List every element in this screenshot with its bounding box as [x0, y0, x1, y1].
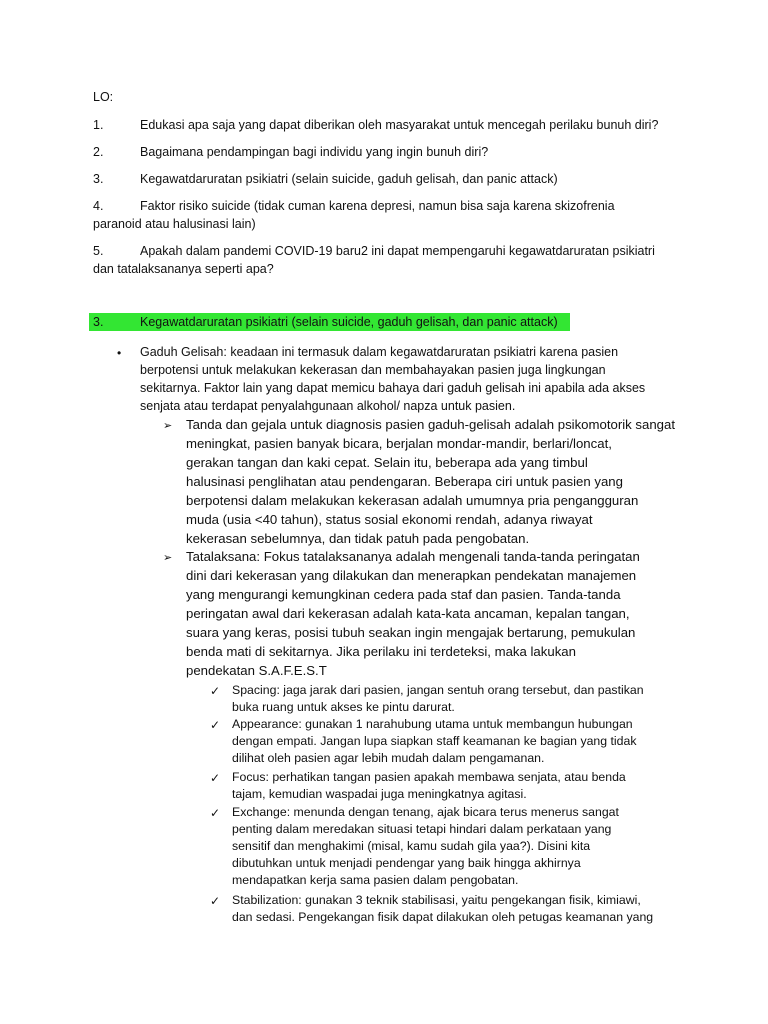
lo-item-5-continuation: dan tatalaksananya seperti apa?	[93, 262, 274, 276]
lo-label: LO:	[93, 90, 114, 104]
lo-item-number: 2.	[93, 145, 104, 159]
lo-item-text: Kegawatdaruratan psikiatri (selain suicide, gaduh gelisah, dan panic attack)	[140, 172, 558, 186]
sub-bullet-line: muda (usia <40 tahun), status sosial ekonomi rendah, adanya riwayat	[186, 512, 593, 527]
check-item-line: dengan empati. Jangan lupa siapkan staff keamanan ke bagian yang tidak	[232, 734, 637, 748]
sub-bullet-line: peringatan awal dari kekerasan adalah kata-kata ancaman, kepalan tangan,	[186, 606, 630, 621]
sub-bullet-line: kekerasan sebelumnya, dan tidak patuh pada pengobatan.	[186, 531, 530, 546]
check-item-line: mendapatkan kerja sama pasien dalam pengobatan.	[232, 873, 519, 887]
lo-item-number: 4.	[93, 199, 104, 213]
check-item-line: penting dalam meredakan situasi tetapi hindari dalam perkataan yang	[232, 822, 612, 836]
checkmark-icon: ✓	[210, 684, 221, 698]
check-item-line: dilihat oleh pasien agar lebih mudah dalam pengamanan.	[232, 751, 545, 765]
check-item-line: dan sedasi. Pengekangan fisik dapat dilakukan oleh petugas keamanan yang	[232, 910, 654, 924]
check-item-line: Spacing: jaga jarak dari pasien, jangan sentuh orang tersebut, dan pastikan	[232, 683, 644, 697]
check-item-line: Appearance: gunakan 1 narahubung utama untuk membangun hubungan	[232, 717, 633, 731]
sub-bullet-line: suara yang keras, posisi tubuh seakan ingin mengajak bertarung, pemukulan	[186, 625, 636, 640]
bullet-line: sekitarnya. Faktor lain yang dapat memicu bahaya dari gaduh gelisah ini apabila ada akses	[140, 381, 646, 395]
checkmark-icon: ✓	[210, 894, 221, 908]
check-item-line: dibutuhkan untuk menjadi pendengar yang baik hingga akhirnya	[232, 856, 581, 870]
section-heading-highlight	[89, 313, 570, 331]
sub-bullet-line: halusinasi penglihatan atau pendengaran. Beberapa ciri untuk pasien yang	[186, 474, 623, 489]
section-title: Kegawatdaruratan psikiatri (selain suicide, gaduh gelisah, dan panic attack)	[140, 315, 558, 329]
check-item-line: Stabilization: gunakan 3 teknik stabilisasi, yaitu pengekangan fisik, kimiawi,	[232, 893, 641, 907]
lo-item-number: 3.	[93, 172, 104, 186]
sub-bullet-line: berpotensi dalam melakukan kekerasan adalah umumnya pria pengangguran	[186, 493, 639, 508]
check-item-line: buka ruang untuk akses ke pintu darurat.	[232, 700, 455, 714]
check-item-line: tajam, kemudian waspadai juga meningkatnya agitasi.	[232, 787, 527, 801]
sub-bullet-line: meningkat, pasien banyak bicara, berjalan mondar-mandir, berlari/loncat,	[186, 436, 612, 451]
sub-bullet-line: benda mati di sekitarnya. Jika perilaku ini terdeteksi, maka lakukan	[186, 644, 576, 659]
bullet-icon: •	[117, 346, 122, 360]
checkmark-icon: ✓	[210, 718, 221, 732]
check-item-line: Focus: perhatikan tangan pasien apakah membawa senjata, atau benda	[232, 770, 626, 784]
arrow-bullet-icon: ➢	[163, 420, 173, 432]
check-item-line: Exchange: menunda dengan tenang, ajak bicara terus menerus sangat	[232, 805, 619, 819]
bullet-line: Gaduh Gelisah: keadaan ini termasuk dalam kegawatdaruratan psikiatri karena pasien	[140, 345, 619, 359]
sub-bullet-line: Tanda dan gejala untuk diagnosis pasien gaduh-gelisah adalah psikomotorik sangat	[186, 417, 676, 432]
lo-item-text: Faktor risiko suicide (tidak cuman karena depresi, namun bisa saja karena skizofrenia	[140, 199, 615, 213]
lo-item-text: Edukasi apa saja yang dapat diberikan oleh masyarakat untuk mencegah perilaku bunuh diri?	[140, 118, 659, 132]
sub-bullet-line: gerakan tangan dan kaki cepat. Selain itu, beberapa ada yang timbul	[186, 455, 588, 470]
lo-item-text: Apakah dalam pandemi COVID-19 baru2 ini dapat mempengaruhi kegawatdaruratan psikiatri	[140, 244, 655, 258]
sub-bullet-line: yang mengurangi kemungkinan cedera pada staf dan pasien. Tanda-tanda	[186, 587, 621, 602]
sub-bullet-line: pendekatan S.A.F.E.S.T	[186, 663, 327, 678]
sub-bullet-line: dini dari kekerasan yang dilakukan dan menerapkan pendekatan manajemen	[186, 568, 637, 583]
bullet-line: senjata atau terdapat penyalahgunaan alkohol/ napza untuk pasien.	[140, 399, 516, 413]
lo-item-text: Bagaimana pendampingan bagi individu yang ingin bunuh diri?	[140, 145, 489, 159]
bullet-line: berpotensi untuk melakukan kekerasan dan membahayakan pasien juga lingkungan	[140, 363, 606, 377]
lo-item-4-continuation: paranoid atau halusinasi lain)	[93, 217, 256, 231]
checkmark-icon: ✓	[210, 771, 221, 785]
check-item-line: sensitif dan menghakimi (misal, kamu sudah gila yaa?). Disini kita	[232, 839, 591, 853]
checkmark-icon: ✓	[210, 806, 221, 820]
lo-item-number: 1.	[93, 118, 104, 132]
arrow-bullet-icon: ➢	[163, 552, 173, 564]
section-number: 3.	[93, 315, 104, 329]
sub-bullet-line: Tatalaksana: Fokus tatalaksananya adalah mengenali tanda-tanda peringatan	[186, 549, 640, 564]
lo-item-number: 5.	[93, 244, 104, 258]
